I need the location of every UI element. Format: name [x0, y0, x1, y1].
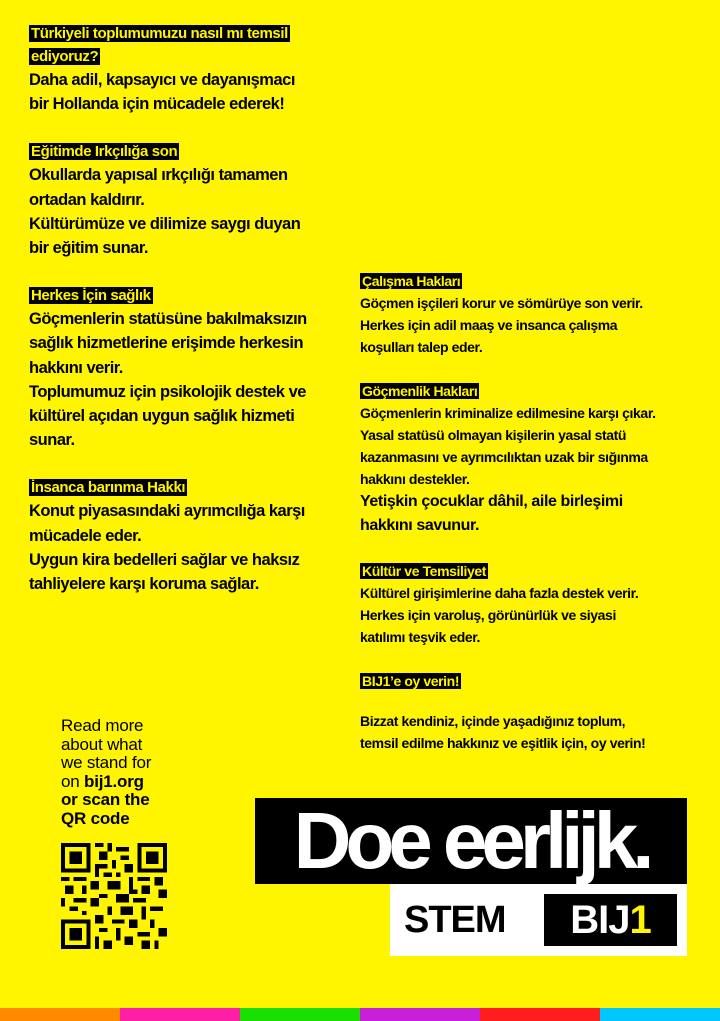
housing-section [29, 476, 329, 596]
migration-line: Yetişkin çocuklar dâhil, aile birleşimi [360, 493, 623, 510]
education-section [29, 140, 329, 260]
slogan-banner: Doe eerlijk. [255, 798, 687, 884]
intro-section [29, 22, 329, 116]
health-line: hakkını verir. [29, 358, 123, 377]
housing-line: mücadele eder. [29, 526, 142, 545]
vote-line: Bizzat kendiniz, içinde yaşadığınız toplum, [360, 713, 626, 729]
qr-code-icon[interactable] [61, 843, 167, 949]
labor-line: koşulları talep eder. [360, 339, 483, 355]
education-line: bir eğitim sunar. [29, 239, 148, 258]
bij1-logo-digit: 1 [629, 898, 651, 942]
culture-section [360, 560, 700, 648]
stem-label: STEM [404, 899, 506, 941]
migration-section [360, 380, 700, 538]
housing-heading: İnsanca barınma Hakkı [31, 479, 186, 497]
stripe-segment [0, 1008, 120, 1021]
read-more-line: QR code [61, 808, 130, 828]
culture-line: Herkes için varoluş, görünürlük ve siyasi [360, 607, 616, 623]
health-line: Toplumumuz için psikolojik destek ve [29, 382, 306, 401]
stripe-segment [120, 1008, 240, 1021]
read-more-line: we stand for [61, 753, 152, 772]
migration-line: kazanmasını ve ayrımcılıktan uzak bir sığınma [360, 449, 648, 465]
read-more-line: Read more [61, 716, 144, 735]
vote-heading: BIJ1’e oy verin! [362, 673, 460, 689]
culture-heading: Kültür ve Temsiliyet [362, 563, 487, 579]
color-stripe [0, 1008, 720, 1021]
vote-logo-box [390, 884, 687, 956]
health-line: kültürel açıdan uygun sağlık hizmeti [29, 407, 295, 426]
migration-line: Yasal statüsü olmayan kişilerin yasal statü [360, 427, 627, 443]
education-line: ortadan kaldırır. [29, 190, 145, 209]
education-line: Okullarda yapısal ırkçılığı tamamen [29, 166, 288, 185]
stripe-segment [600, 1008, 720, 1021]
education-heading: Eğitimde Irkçılığa son [31, 143, 178, 161]
website-link[interactable]: bij1.org [84, 771, 144, 791]
education-line: Kültürümüze ve dilimize saygı duyan [29, 214, 301, 233]
bij1-logo [544, 894, 677, 946]
migration-line: hakkını savunur. [360, 517, 479, 534]
left-column [29, 22, 329, 596]
labor-heading: Çalışma Hakları [362, 273, 461, 289]
intro-line: Daha adil, kapsayıcı ve dayanışmacı [29, 71, 295, 89]
read-more-on: on [61, 771, 85, 791]
intro-line: bir Hollanda için mücadele ederek! [29, 95, 285, 114]
bij1-logo-name: BIJ [570, 898, 630, 942]
housing-line: tahliyelere karşı koruma sağlar. [29, 575, 259, 594]
right-column [360, 270, 700, 754]
culture-line: katılımı teşvik eder. [360, 629, 481, 645]
stripe-segment [240, 1008, 360, 1021]
health-line: Göçmenlerin statüsüne bakılmaksızın [29, 310, 307, 329]
culture-line: Kültürel girişimlerine daha fazla destek verir. [360, 585, 639, 601]
intro-heading: Türkiyeli toplumumuzu nasıl mı temsil ediyoruz? [31, 25, 288, 65]
labor-line: Herkes için adil maaş ve insanca çalışma [360, 317, 618, 333]
vote-line: temsil edilme hakkınız ve eşitlik için, oy verin! [360, 735, 646, 751]
vote-section [360, 670, 700, 754]
health-heading: Herkes İçin sağlık [31, 287, 151, 305]
migration-heading: Göçmenlik Hakları [362, 383, 478, 399]
health-section [29, 284, 329, 452]
read-more-line [61, 773, 191, 792]
read-more-line: about what [61, 734, 143, 754]
labor-line: Göçmen işçileri korur ve sömürüye son verir. [360, 295, 643, 311]
read-more-text [61, 717, 191, 828]
migration-line: Göçmenlerin kriminalize edilmesine karşı çıkar. [360, 405, 656, 421]
migration-line: hakkını destekler. [360, 471, 470, 487]
labor-section [360, 270, 700, 358]
housing-line: Konut piyasasındaki ayrımcılığa karşı [29, 502, 305, 521]
stripe-segment [360, 1008, 480, 1021]
health-line: sağlık hizmetlerine erişimde herkesin [29, 334, 304, 353]
housing-line: Uygun kira bedelleri sağlar ve haksız [29, 550, 300, 569]
health-line: sunar. [29, 431, 75, 450]
read-more-line: or scan the [61, 790, 150, 809]
stripe-segment [480, 1008, 600, 1021]
